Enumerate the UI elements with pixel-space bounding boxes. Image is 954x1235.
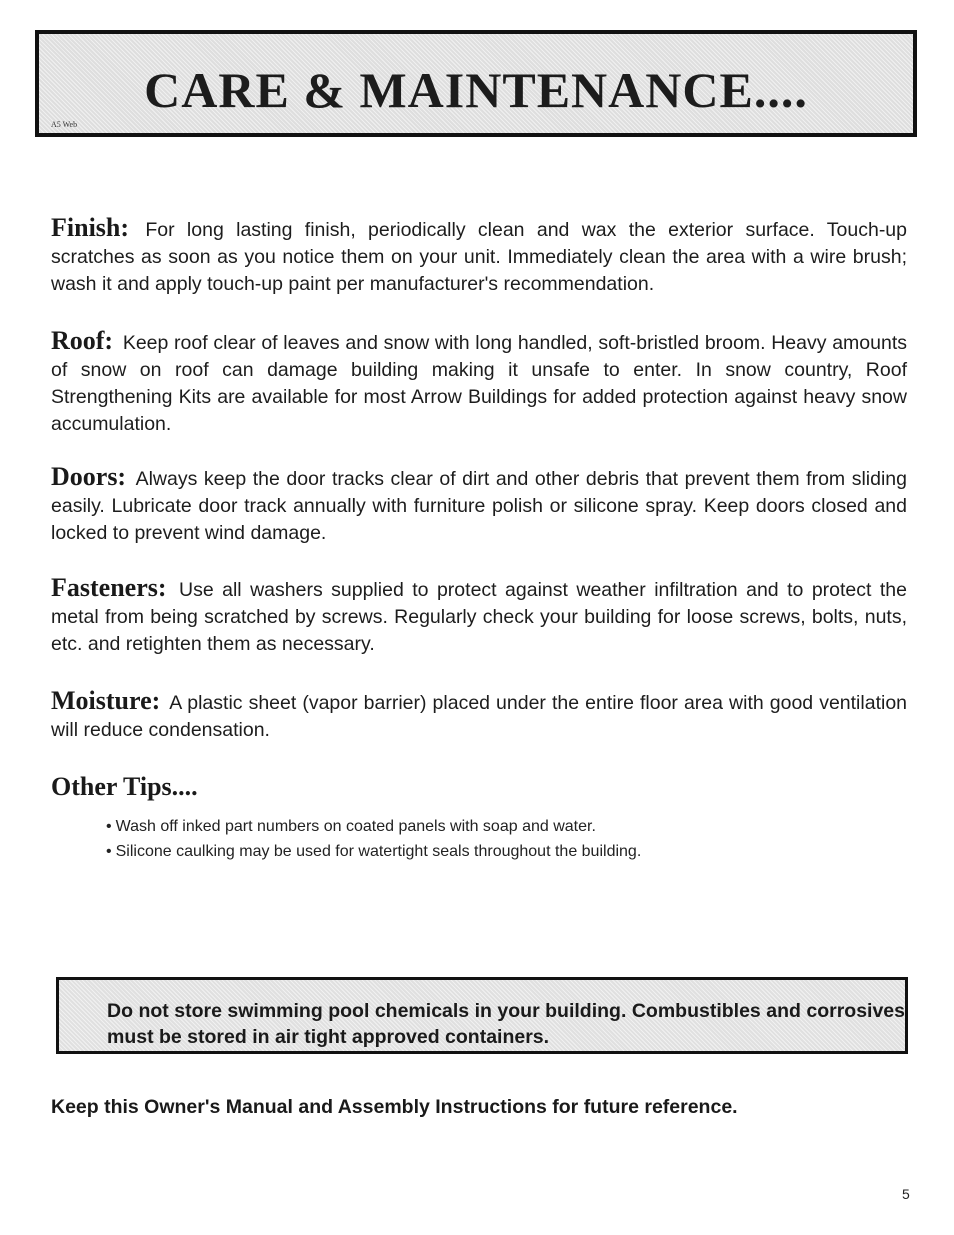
page-title: CARE & MAINTENANCE.... xyxy=(144,62,808,118)
section-text: Use all washers supplied to protect against weather infiltration and to protect the metal from being scratched by screws. Regularly check your building for loose screws, bolts, nuts, etc. and retighten them as necessary. xyxy=(51,579,908,655)
section-fasteners xyxy=(51,574,907,658)
section-text: A plastic sheet (vapor barrier) placed under the entire floor area with good ventilation will reduce condensation. xyxy=(51,692,908,741)
warning-box xyxy=(56,977,908,1054)
tip-text: Wash off inked part numbers on coated panels with soap and water. xyxy=(115,818,596,835)
list-item xyxy=(106,839,641,864)
list-item xyxy=(106,814,641,839)
bullet-icon: • xyxy=(106,818,112,835)
page-number: 5 xyxy=(902,1186,910,1202)
section-doors xyxy=(51,463,907,547)
warning-text: Do not store swimming pool chemicals in your building. Combustibles and corrosives must be stored in air tight approved containers. xyxy=(107,1000,905,1048)
other-tips-heading: Other Tips.... xyxy=(51,772,198,801)
section-finish xyxy=(51,214,907,298)
section-term: Doors: xyxy=(51,462,127,491)
bullet-icon: • xyxy=(106,843,112,860)
section-text: Keep roof clear of leaves and snow with long handled, soft-bristled broom. Heavy amounts of snow on roof can damage building making it unsafe to enter. In snow country, Roof Strengthening Kits are available for most Arrow Buildings for added protection against heavy snow accumulation. xyxy=(51,332,907,435)
section-term: Moisture: xyxy=(51,686,161,715)
section-text: For long lasting finish, periodically clean and wax the exterior surface. Touch-up scratches as soon as you notice them on your unit. Immediately clean the area with a wire brush; wash it and apply touch-up paint per manufacturer's recommendation. xyxy=(51,219,907,295)
keep-manual-note: Keep this Owner's Manual and Assembly Instructions for future reference. xyxy=(51,1096,738,1118)
section-text: Always keep the door tracks clear of dirt and other debris that prevent them from sliding easily. Lubricate door track annually with furniture polish or silicone spray. Keep doors closed and locked to prevent wind damage. xyxy=(51,468,907,544)
section-term: Fasteners: xyxy=(51,573,167,602)
section-term: Finish: xyxy=(51,213,130,242)
other-tips-list xyxy=(106,814,641,864)
tip-text: Silicone caulking may be used for watertight seals throughout the building. xyxy=(115,843,642,860)
section-roof xyxy=(51,327,907,438)
section-term: Roof: xyxy=(51,326,114,355)
header-banner xyxy=(35,30,917,137)
document-code: A5 Web xyxy=(51,120,78,129)
section-moisture xyxy=(51,687,907,744)
